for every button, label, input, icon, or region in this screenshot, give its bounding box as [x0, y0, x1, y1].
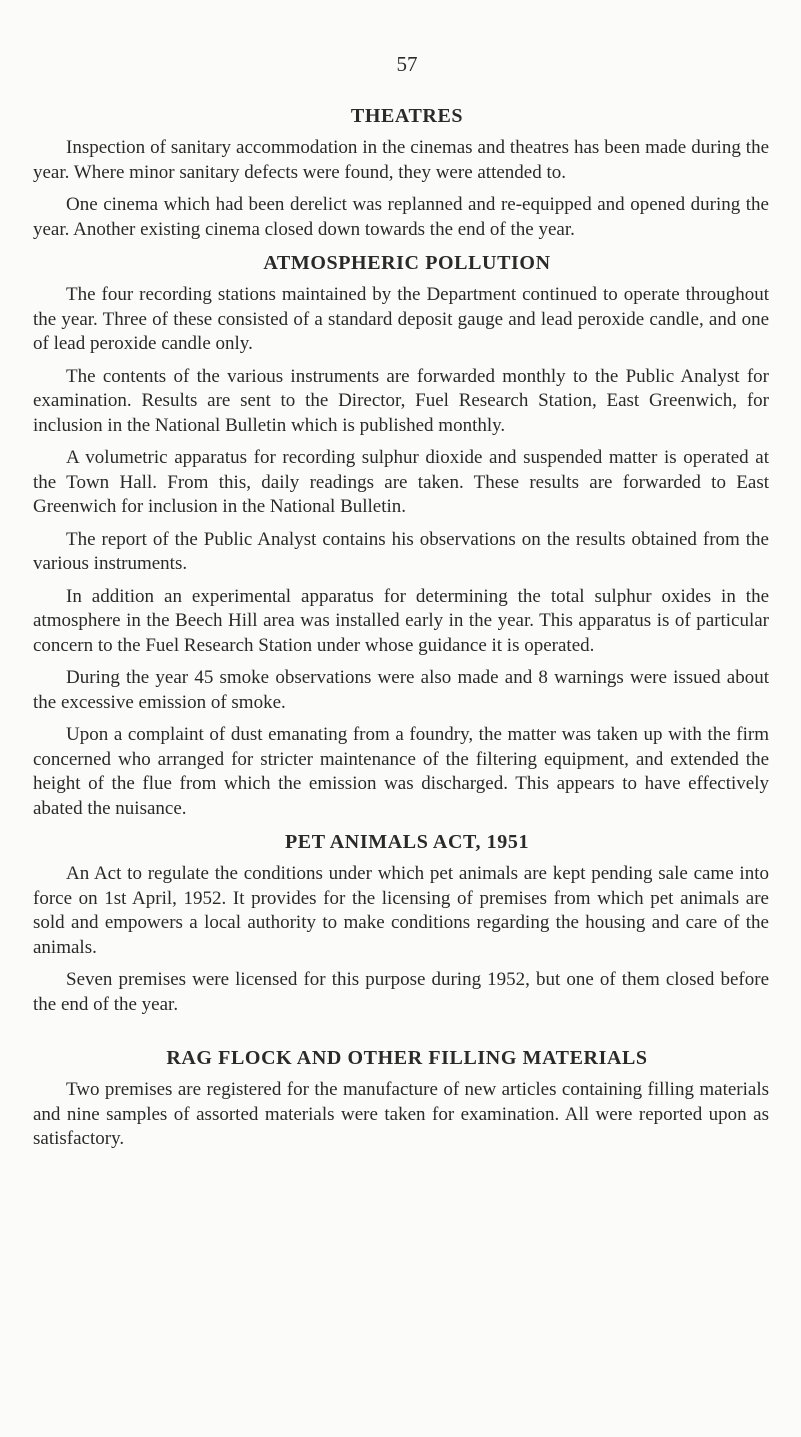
- heading-theatres: THEATRES: [350, 105, 464, 127]
- heading-atmospheric-pollution: ATMOSPHERIC POLLUTION: [263, 252, 551, 274]
- paragraph: A volumetric apparatus for recording sulphur dioxide and suspended matter is operated at the Town Hall. From this, daily readings are taken. These results are forwarded to East Greenwich for inclusion in the National Bulletin.: [33, 447, 769, 517]
- paragraph: The report of the Public Analyst contains his observations on the results obtained from the various instruments.: [33, 528, 769, 574]
- paragraph: One cinema which had been derelict was replanned and re-equipped and opened during the year. Another existing cinema closed down towards the end of the year.: [33, 194, 769, 240]
- section-atmospheric-pollution: [33, 250, 769, 821]
- page-number: 57: [396, 52, 418, 76]
- paragraph: In addition an experimental apparatus for determining the total sulphur oxides in the atmosphere in the Beech Hill area was installed early in the year. This apparatus is of particular concern to the Fuel Research Station under whose guidance it is operated.: [33, 585, 769, 656]
- paragraph: The contents of the various instruments are forwarded monthly to the Public Analyst for examination. Results are sent to the Director, Fuel Research Station, East Greenwich, for inclusion in the National Bulletin which is published monthly.: [33, 365, 769, 436]
- paragraph: Seven premises were licensed for this purpose during 1952, but one of them closed before the end of the year.: [33, 969, 769, 1015]
- document-page: [33, 52, 769, 1152]
- paragraph: The four recording stations maintained by the Department continued to operate throughout the year. Three of these consisted of a standard deposit gauge and lead peroxide candle, and one of lead peroxide candle only.: [33, 284, 769, 354]
- paragraph: During the year 45 smoke observations were also made and 8 warnings were issued about the excessive emission of smoke.: [33, 667, 769, 713]
- paragraph: An Act to regulate the conditions under which pet animals are kept pending sale came into force on 1st April, 1952. It provides for the licensing of premises from which pet animals are sold and empowers a local authority to make conditions regarding the housing and care of the animals.: [33, 863, 769, 958]
- paragraph: Inspection of sanitary accommodation in the cinemas and theatres has been made during the year. Where minor sanitary defects were found, they were attended to.: [33, 137, 769, 183]
- section-pet-animals-act: [33, 829, 769, 1017]
- heading-rag-flock: RAG FLOCK AND OTHER FILLING MATERIALS: [166, 1047, 648, 1069]
- heading-pet-animals-act: PET ANIMALS ACT, 1951: [284, 831, 530, 853]
- paragraph: Upon a complaint of dust emanating from a foundry, the matter was taken up with the firm concerned who arranged for stricter maintenance of the filtering equipment, and extended the height of the flue from which the emission was discharged. This appears to have effectively abated the nuisance.: [33, 724, 769, 819]
- section-rag-flock: [33, 1045, 769, 1152]
- paragraph: Two premises are registered for the manufacture of new articles containing filling materials and nine samples of assorted materials were taken for examination. All were reported upon as satisfactory.: [33, 1079, 769, 1149]
- section-theatres: [33, 103, 769, 242]
